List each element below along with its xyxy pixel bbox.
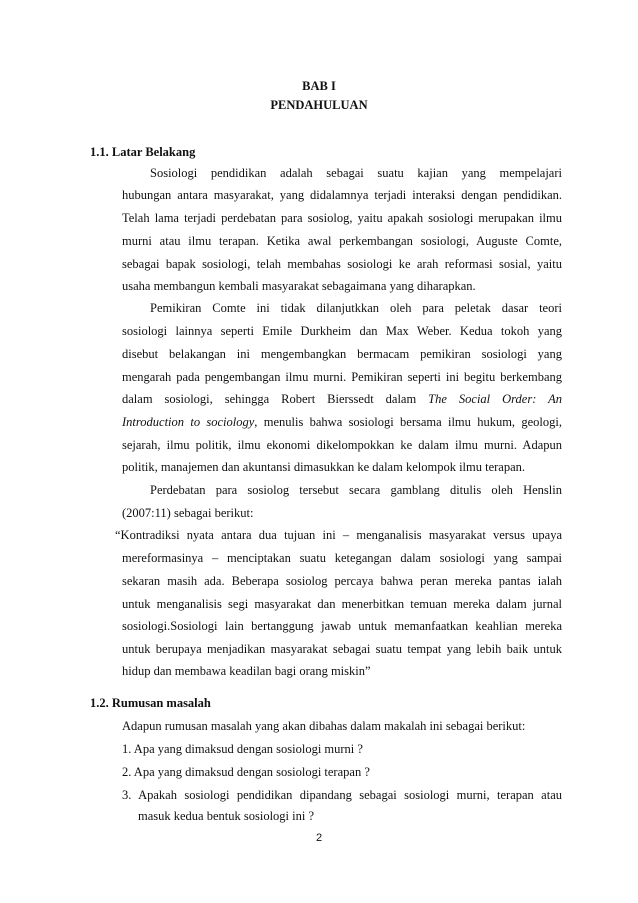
quote-line: mereformasinya – menciptakan suatu ketegangan dalam sosiologi yang sampai xyxy=(122,551,562,565)
paragraph-line: disebut belakangan ini mengembangkan bermacam pemikiran sosiologi yang xyxy=(122,347,562,361)
paragraph-line: Sosiologi pendidikan adalah sebagai suatu kajian yang mempelajari xyxy=(150,166,562,180)
paragraph-line: hubungan antara masyarakat, yang didalamnya terjadi interaksi dengan pendidikan. xyxy=(122,188,562,202)
quote-line: “Kontradiksi nyata antara dua tujuan ini – menganalisis masyarakat versus upaya xyxy=(115,528,562,542)
chapter-title: PENDAHULUAN xyxy=(270,98,368,112)
quote-line: untuk berupaya menjadikan masyarakat sebagai suatu tempat yang lebih baik untuk xyxy=(122,642,562,656)
paragraph-line: Adapun rumusan masalah yang akan dibahas dalam makalah ini sebagai berikut: xyxy=(122,719,526,733)
paragraph-line xyxy=(122,415,562,430)
page-number: 2 xyxy=(315,832,323,844)
paragraph-line xyxy=(122,392,562,407)
quote-line: sekaran masih ada. Beberapa sosiolog percaya bahwa peran mereka pantas ialah xyxy=(122,574,562,588)
book-title: Introduction to sociology xyxy=(122,415,255,429)
paragraph-text: , menulis bahwa sosiologi bersama ilmu hukum, geologi, xyxy=(254,415,562,429)
quote-line: sosiologi.Sosiologi lain bertanggung jawab untuk memanfaatkan keahlian mereka xyxy=(122,619,562,633)
paragraph-text: dalam sosiologi, sehingga Robert Bierssedt dalam xyxy=(122,392,417,406)
paragraph-line: mengarah pada pengembangan ilmu murni. Pemikiran seperti ini begitu berkembang xyxy=(122,370,562,384)
section-heading-latar-belakang: 1.1. Latar Belakang xyxy=(90,145,196,159)
section-heading-rumusan-masalah: 1.2. Rumusan masalah xyxy=(90,696,211,710)
list-item: 3. Apakah sosiologi pendidikan dipandang sebagai sosiologi murni, terapan atau xyxy=(122,788,562,802)
paragraph-line: Telah lama terjadi perdebatan para sosiolog, yaitu apakah sosiologi merupakan ilmu xyxy=(122,211,562,225)
list-item: 2. Apa yang dimaksud dengan sosiologi terapan ? xyxy=(122,765,370,779)
list-item-continuation: masuk kedua bentuk sosiologi ini ? xyxy=(138,809,315,823)
paragraph-line: politik, manajemen dan akuntansi dimasukkan ke dalam kelompok ilmu terapan. xyxy=(122,460,526,474)
paragraph-line: (2007:11) sebagai berikut: xyxy=(122,506,254,520)
paragraph-line: usaha membangun kembali masyarakat sebagaimana yang diharapkan. xyxy=(122,279,476,293)
paragraph-line: murni atau ilmu terapan. Ketika awal perkembangan sosiologi, Auguste Comte, xyxy=(122,234,562,248)
paragraph-line: sejarah, ilmu politik, ilmu ekonomi dikelompokkan ke dalam ilmu murni. Adapun xyxy=(122,438,562,452)
quote-line: untuk menganalisis segi masyarakat dan menerbitkan temuan mereka dalam jurnal xyxy=(122,597,562,611)
paragraph-line: sosiologi lainnya seperti Emile Durkheim dan Max Weber. Kedua tokoh yang xyxy=(122,324,562,338)
paragraph-line: sebagai bapak sosiologi, telah membahas sosiologi ke arah reformasi sosial, yaitu xyxy=(122,257,562,271)
quote-line: hidup dan membawa keadilan bagi orang miskin” xyxy=(122,664,371,678)
book-title: The Social Order: An xyxy=(428,392,562,406)
chapter-number: BAB I xyxy=(302,79,336,93)
paragraph-line: Pemikiran Comte ini tidak dilanjutkkan oleh para peletak dasar teori xyxy=(150,301,562,315)
list-item: 1. Apa yang dimaksud dengan sosiologi murni ? xyxy=(122,742,363,756)
paragraph-line: Perdebatan para sosiolog tersebut secara gamblang ditulis oleh Henslin xyxy=(150,483,562,497)
